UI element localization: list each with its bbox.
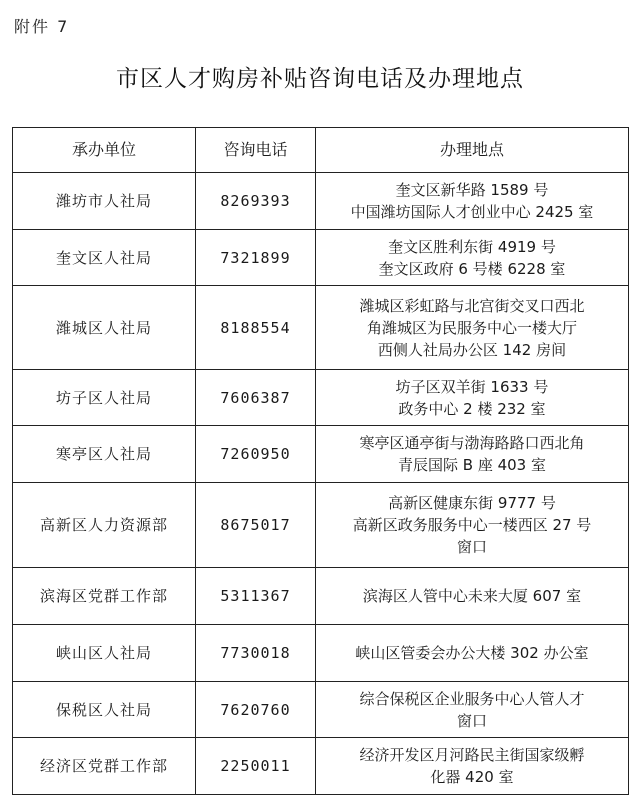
table-row (13, 738, 629, 795)
column-header-address: 办理地点 (316, 128, 629, 173)
address-line: 峡山区管委会办公大楼 302 办公室 (355, 644, 589, 662)
address-line: 高新区健康东街 9777 号 (388, 494, 556, 512)
phone-cell: 7321899 (196, 230, 316, 286)
unit-cell: 保税区人社局 (13, 682, 196, 738)
address-cell (316, 173, 629, 230)
table-row (13, 568, 629, 625)
address-line: 中国潍坊国际人才创业中心 2425 室 (350, 203, 594, 221)
address-line: 奎文区政府 6 号楼 6228 室 (378, 259, 566, 278)
phone-cell: 8675017 (196, 483, 316, 568)
unit-cell: 潍坊市人社局 (13, 173, 196, 230)
table-row (13, 682, 629, 738)
address-line: 窗口 (456, 711, 487, 730)
contact-table (12, 127, 629, 795)
table-row (13, 483, 629, 568)
table-header-row (13, 128, 629, 173)
address-line: 化器 420 室 (430, 768, 514, 786)
table-row (13, 625, 629, 682)
address-line: 奎文区胜利东街 4919 号 (388, 237, 556, 256)
address-line: 高新区政务服务中心一楼西区 27 号 (352, 516, 592, 534)
phone-cell: 7260950 (196, 426, 316, 483)
address-line: 潍城区彩虹路与北宫街交叉口西北 (359, 296, 585, 315)
address-cell (316, 286, 629, 370)
phone-cell: 2250011 (196, 738, 316, 795)
address-line: 西侧人社局办公区 142 房间 (377, 340, 567, 359)
address-cell (316, 568, 629, 625)
column-header-unit: 承办单位 (13, 128, 196, 173)
address-line: 滨海区人管中心未来大厦 607 室 (362, 587, 582, 605)
phone-cell: 8188554 (196, 286, 316, 370)
address-line: 奎文区新华路 1589 号 (395, 181, 549, 199)
phone-cell: 7606387 (196, 370, 316, 426)
address-line: 经济开发区月河路民主街国家级孵 (359, 746, 585, 764)
address-line: 坊子区双羊街 1633 号 (395, 377, 549, 396)
unit-cell: 峡山区人社局 (13, 625, 196, 682)
address-cell (316, 738, 629, 795)
phone-cell: 7730018 (196, 625, 316, 682)
table-body (13, 173, 629, 795)
unit-cell: 寒亭区人社局 (13, 426, 196, 483)
unit-cell: 坊子区人社局 (13, 370, 196, 426)
unit-cell: 潍城区人社局 (13, 286, 196, 370)
address-cell (316, 426, 629, 483)
address-cell (316, 483, 629, 568)
table-row (13, 286, 629, 370)
table-row (13, 426, 629, 483)
unit-cell: 奎文区人社局 (13, 230, 196, 286)
address-cell (316, 625, 629, 682)
address-line: 青辰国际 B 座 403 室 (398, 456, 546, 474)
phone-cell: 5311367 (196, 568, 316, 625)
address-line: 寒亭区通亭街与渤海路路口西北角 (359, 434, 585, 452)
address-cell (316, 230, 629, 286)
unit-cell: 高新区人力资源部 (13, 483, 196, 568)
address-line: 综合保税区企业服务中心人管人才 (359, 689, 585, 708)
table-row (13, 173, 629, 230)
phone-cell: 8269393 (196, 173, 316, 230)
column-header-phone: 咨询电话 (196, 128, 316, 173)
address-line: 政务中心 2 楼 232 室 (398, 399, 546, 418)
unit-cell: 滨海区党群工作部 (13, 568, 196, 625)
table-row (13, 370, 629, 426)
address-cell (316, 682, 629, 738)
address-line: 角潍城区为民服务中心一楼大厅 (366, 318, 577, 337)
phone-cell: 7620760 (196, 682, 316, 738)
address-cell (316, 370, 629, 426)
table-row (13, 230, 629, 286)
address-line: 窗口 (456, 538, 487, 556)
page-title: 市区人才购房补贴咨询电话及办理地点 (116, 66, 524, 92)
unit-cell: 经济区党群工作部 (13, 738, 196, 795)
attachment-label: 附件 7 (14, 17, 70, 36)
